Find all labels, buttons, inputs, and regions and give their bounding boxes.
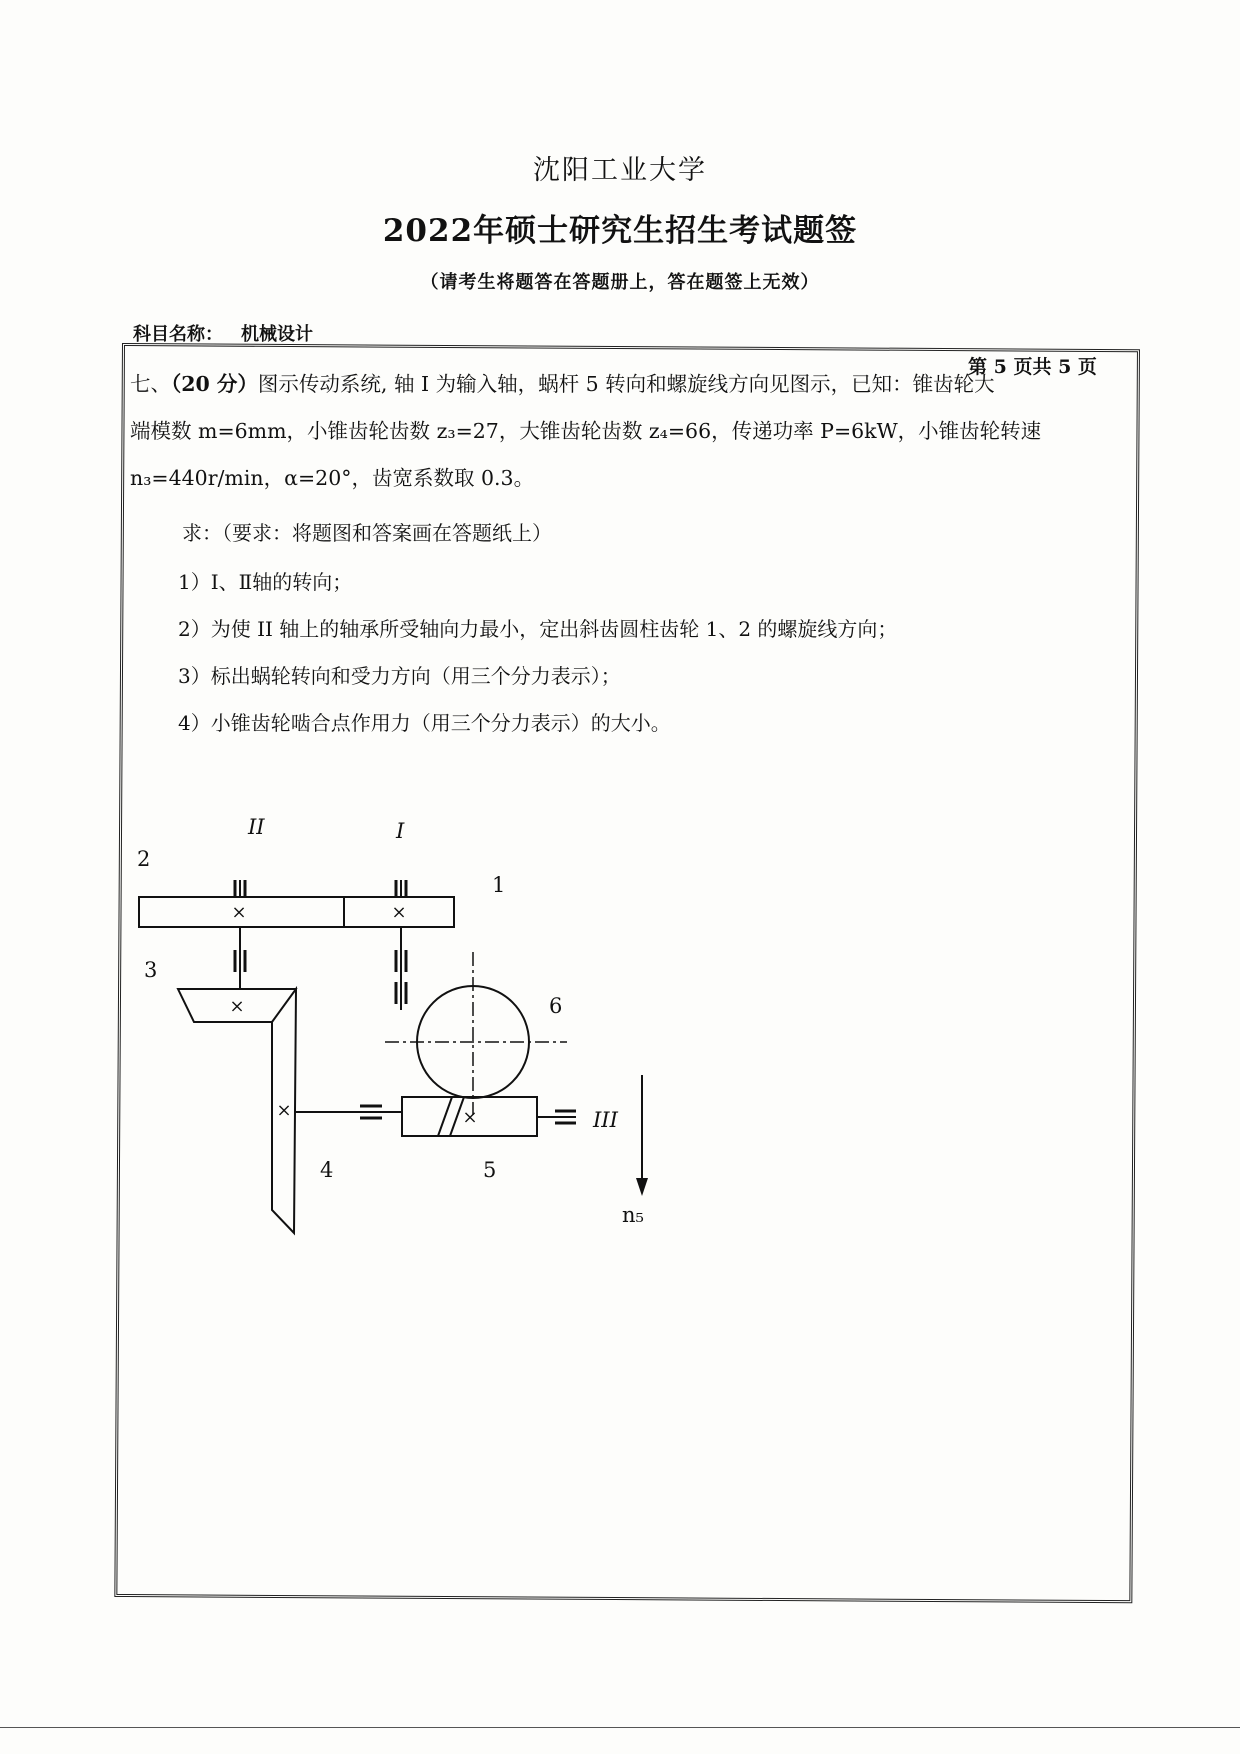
gear-2-cross: × bbox=[231, 902, 247, 923]
item-2: 2）为使 II 轴上的轴承所受轴向力最小，定出斜齿圆柱齿轮 1、2 的螺旋线方向； bbox=[178, 617, 898, 641]
page-info: 第 5 页共 5 页 bbox=[968, 356, 1097, 378]
question-points: （20 分） bbox=[171, 372, 258, 396]
label-n5: n₅ bbox=[622, 1203, 644, 1227]
requirement: 求：（要求：将题图和答案画在答题纸上） bbox=[182, 521, 552, 545]
gear-3-cross: × bbox=[229, 996, 245, 1017]
subject-name: 机械设计 bbox=[241, 324, 313, 345]
exam-note: （请考生将题答在答题册上，答在题签上无效） bbox=[420, 272, 820, 293]
label-gear-3: 3 bbox=[144, 958, 158, 982]
question-text-1: 图示传动系统, 轴 I 为输入轴，蜗杆 5 转向和螺旋线方向见图示，已知：锥齿轮大 bbox=[257, 372, 995, 396]
subject-label: 科目名称： bbox=[133, 324, 223, 345]
gear-1-cross: × bbox=[391, 902, 407, 923]
item-1: 1）Ⅰ、Ⅱ轴的转向； bbox=[178, 570, 353, 594]
label-shaft-I: I bbox=[396, 819, 405, 843]
scan-bottom-line bbox=[0, 1727, 1240, 1728]
question-text-3: n₃=440r/min，α=20°，齿宽系数取 0.3。 bbox=[130, 466, 535, 490]
n5-arrow-head bbox=[636, 1178, 648, 1196]
label-gear-4: 4 bbox=[320, 1158, 334, 1182]
question-number: 七、 bbox=[130, 372, 171, 396]
university-name: 沈阳工业大学 bbox=[533, 155, 707, 186]
item-4: 4）小锥齿轮啮合点作用力（用三个分力表示）的大小。 bbox=[178, 711, 671, 735]
worm-5-cross: × bbox=[462, 1107, 478, 1128]
label-worm-5: 5 bbox=[483, 1158, 497, 1182]
label-gear-2: 2 bbox=[137, 847, 151, 871]
item-3: 3）标出蜗轮转向和受力方向（用三个分力表示）； bbox=[178, 664, 621, 688]
gear-4-cross: × bbox=[276, 1100, 292, 1121]
label-shaft-II: II bbox=[248, 815, 265, 839]
exam-title: 2022年硕士研究生招生考试题签 bbox=[382, 213, 858, 249]
label-gear-1: 1 bbox=[492, 873, 506, 897]
label-shaft-III: III bbox=[593, 1108, 618, 1132]
question-text-2: 端模数 m=6mm，小锥齿轮齿数 z₃=27，大锥齿轮齿数 z₄=66，传递功率 P=6kW，小锥齿轮转速 bbox=[130, 419, 1042, 443]
label-wheel-6: 6 bbox=[549, 994, 563, 1018]
